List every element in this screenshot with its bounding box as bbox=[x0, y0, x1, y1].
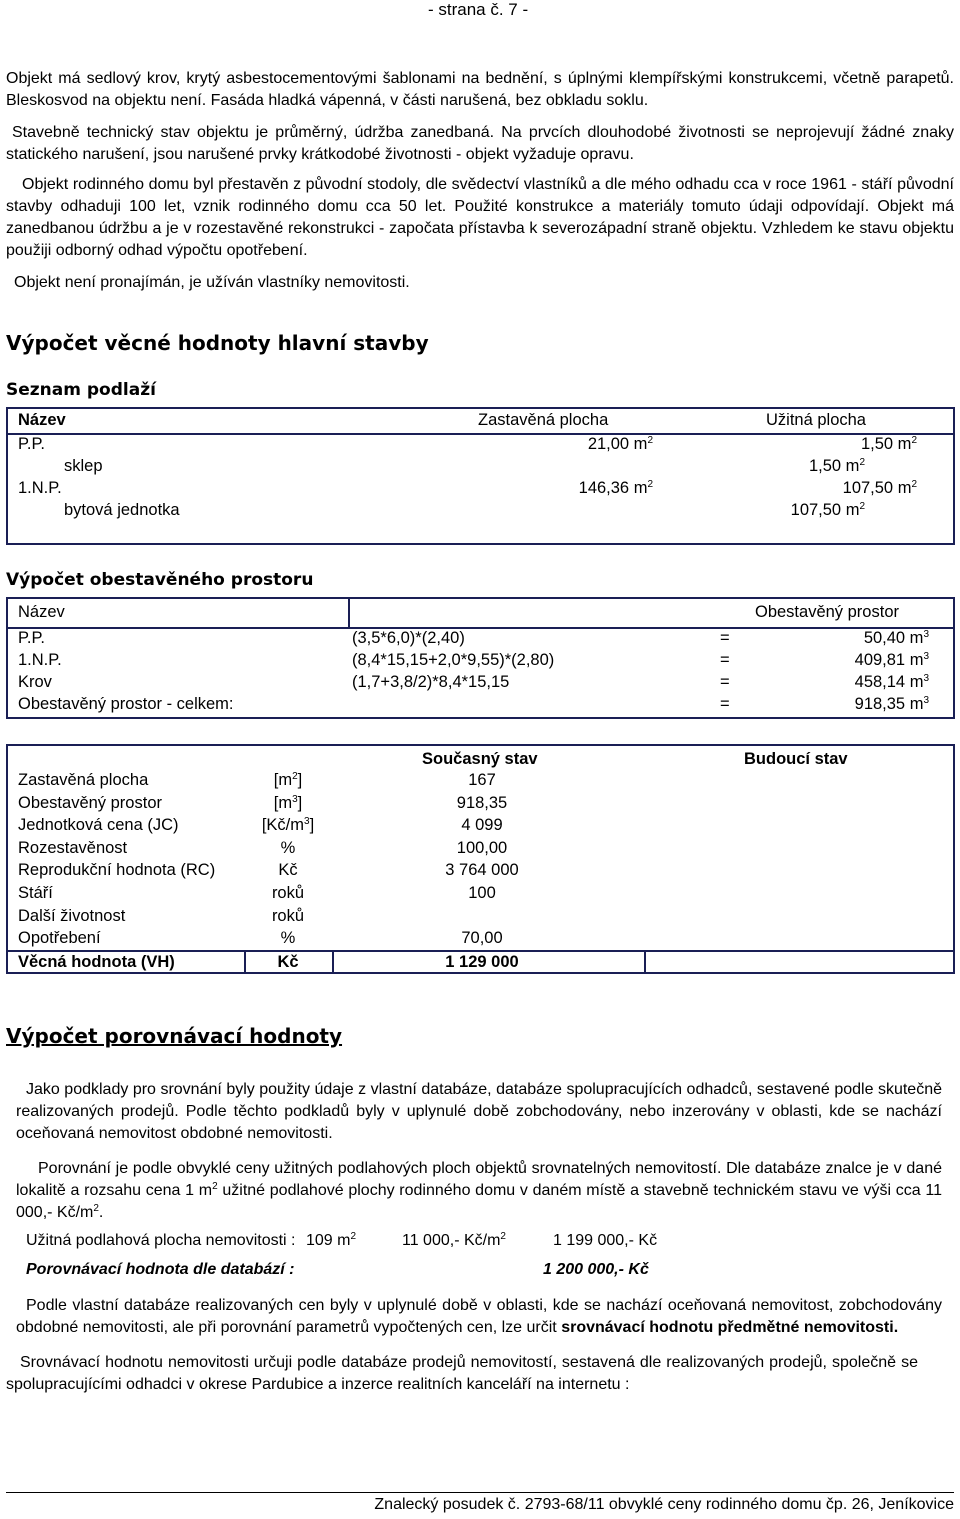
compare-paragraph-1: Jako podklady pro srovnání byly použity údaje z vlastní databáze, databáze spolupracujících odhadců, sestavené podle skutečně realizovaných prodejů. Podle těchto podkladů byly v uplynulé době zobchodovány, nebo inzerovány v oblasti, kde se nachází oceňovaná nemovitost obdobné nemovitosti. bbox=[16, 1081, 942, 1142]
volume-name: Obestavěný prostor - celkem: bbox=[18, 695, 234, 713]
compare-p3-b: srovnávací hodnotu předmětné nemovitosti. bbox=[561, 1319, 899, 1336]
unit-sup: 2 bbox=[859, 457, 865, 468]
volume-value-text: 409,81 m bbox=[854, 651, 924, 669]
unit-end: ] bbox=[309, 816, 315, 835]
calc-area-value: 109 m bbox=[306, 1232, 351, 1249]
unit-sup: 2 bbox=[911, 479, 917, 490]
total-value: 1 129 000 bbox=[445, 953, 519, 971]
unit-sup: 2 bbox=[911, 435, 917, 446]
valuation-value: 100 bbox=[468, 884, 496, 902]
floor-usable-value: 107,50 m bbox=[790, 501, 860, 519]
unit-sup: 2 bbox=[350, 1231, 357, 1242]
valuation-label: Další životnost bbox=[18, 906, 126, 925]
table-row bbox=[8, 435, 953, 457]
floors-header-name: Název bbox=[18, 411, 66, 429]
floor-name: sklep bbox=[64, 457, 103, 475]
compare-p2-c: . bbox=[98, 1204, 104, 1221]
floor-name: P.P. bbox=[18, 435, 45, 453]
volume-header-value: Obestavěný prostor bbox=[755, 603, 899, 621]
volume-value bbox=[855, 651, 929, 670]
floor-usable bbox=[791, 501, 865, 520]
unit-text: [m bbox=[273, 793, 293, 812]
compare-p2-a: Porovnání je podle obvyklé ceny užitných podlahových ploch objektů srovnatelných nemovitostí. Dle databáze znalce je v dané lokalitě a rozsahu cena 1 m bbox=[16, 1160, 942, 1199]
valuation-label: Reprodukční hodnota (RC) bbox=[18, 861, 216, 880]
floor-usable-value: 1,50 m bbox=[860, 435, 912, 453]
volume-value-text: 50,40 m bbox=[863, 629, 924, 647]
floor-name: bytová jednotka bbox=[64, 501, 180, 519]
compare-p3-a: Podle vlastní databáze realizovaných cen byly v uplynulé době v oblasti, kde se nachází oceňovaná nemovitost, zobchodovány obdobné nemovitosti, ale při porovnání parametrů vypočtených cen, lze určit bbox=[16, 1297, 942, 1336]
equals-sign: = bbox=[720, 629, 730, 647]
valuation-unit bbox=[238, 816, 338, 835]
future-state-header: Budoucí stav bbox=[744, 750, 848, 768]
volume-table bbox=[6, 597, 955, 719]
total-label: Věcná hodnota (VH) bbox=[18, 953, 175, 971]
intro-paragraph-2 bbox=[6, 122, 954, 166]
volume-header-name: Název bbox=[18, 603, 65, 621]
floor-built-value: 146,36 m bbox=[578, 479, 648, 497]
calc-total: 1 199 000,- Kč bbox=[553, 1232, 658, 1249]
section-title-comparison: Výpočet porovnávací hodnoty bbox=[6, 1024, 343, 1048]
table-row bbox=[8, 794, 953, 816]
unit-text: [Kč/m bbox=[261, 816, 304, 835]
unit-sup: 3 bbox=[923, 651, 929, 662]
valuation-value: 70,00 bbox=[461, 929, 503, 948]
table-row bbox=[8, 816, 953, 838]
valuation-unit bbox=[238, 929, 338, 948]
floor-built bbox=[588, 435, 653, 454]
table-row bbox=[8, 771, 953, 793]
volume-name: 1.N.P. bbox=[18, 651, 62, 669]
volume-name: P.P. bbox=[18, 629, 45, 647]
unit-sup: 2 bbox=[647, 435, 653, 446]
volume-formula: (8,4*15,15+2,0*9,55)*(2,80) bbox=[352, 651, 555, 669]
valuation-value: 100,00 bbox=[456, 838, 508, 857]
table-row bbox=[8, 479, 953, 501]
valuation-header-row bbox=[8, 748, 953, 772]
unit-sup: 3 bbox=[923, 695, 929, 706]
calc-area bbox=[306, 1232, 356, 1250]
calc-label: Užitná podlahová plocha nemovitosti : bbox=[26, 1232, 296, 1249]
volume-value bbox=[855, 695, 929, 714]
calc-price bbox=[402, 1232, 506, 1250]
floors-table bbox=[6, 407, 955, 545]
floor-usable bbox=[809, 457, 865, 476]
table-row bbox=[8, 695, 953, 717]
table-row bbox=[8, 457, 953, 479]
volume-value-text: 918,35 m bbox=[854, 695, 924, 713]
unit-sup: 3 bbox=[304, 816, 310, 828]
floor-usable bbox=[843, 479, 917, 498]
table-row bbox=[8, 629, 953, 651]
intro-paragraph-3: Objekt rodinného domu byl přestavěn z původní stodoly, dle svědectví vlastníků a dle mého odhadu cca v roce 1961 - stáří původní stavby odhaduji 100 let, vznik rodinného domu cca 50 let. Použité konstrukce a materiály tomuto údaji odpovídají. Objekt má zanedbanou údržbu a je v rozestavěné rekonstrukci - započata přístavba k severozápadní straně objektu. Vzhledem ke stavu objektu použiji odborný odhad výpočtu opotřebení. bbox=[6, 176, 954, 259]
valuation-value: 918,35 bbox=[456, 793, 508, 812]
result-value: 1 200 000,- Kč bbox=[543, 1261, 649, 1278]
floor-built bbox=[579, 479, 653, 498]
current-state-header: Současný stav bbox=[422, 750, 538, 768]
valuation-total-row bbox=[8, 950, 953, 974]
unit-sup: 2 bbox=[859, 501, 865, 512]
equals-sign: = bbox=[720, 695, 730, 713]
valuation-unit bbox=[238, 771, 338, 790]
unit-text: roků bbox=[271, 906, 305, 925]
volume-formula: (3,5*6,0)*(2,40) bbox=[352, 629, 465, 647]
floor-usable-value: 107,50 m bbox=[842, 479, 912, 497]
valuation-value: 167 bbox=[468, 771, 496, 789]
intro-p2-rest: Na prvcích dlouhodobé životnosti se neprojevují žádné znaky statického narušení, jsou narušené prvky krátkodobé životnosti - objekt vyžaduje opravu. bbox=[6, 124, 955, 163]
compare-paragraph-4: Srovnávací hodnotu nemovitosti určuji podle databáze prodejů nemovitostí, sestavená dle realizovaných prodejů, společně se spolupracujícími odhadci v okrese Pardubice a inzerce realitních kanceláří na internetu : bbox=[6, 1354, 918, 1393]
floor-usable bbox=[861, 435, 917, 454]
valuation-label: Zastavěná plocha bbox=[18, 771, 149, 789]
floors-header-row bbox=[8, 411, 953, 435]
unit-sup: 2 bbox=[292, 771, 298, 782]
compare-p2-b: užitné podlahové plochy rodinného domu v daném místě a stavebně technickém stavu ve výši cca 11 000,- Kč/m bbox=[16, 1182, 943, 1221]
total-divider-2 bbox=[332, 950, 334, 972]
valuation-unit bbox=[238, 907, 338, 926]
floor-built-value: 21,00 m bbox=[587, 435, 648, 453]
intro-paragraph-1: Objekt má sedlový krov, krytý asbestocementovými šablonami na bednění, s úplnými klempířskými konstrukcemi, včetně parapetů. Bleskosvod na objektu není. Fasáda hladká vápenná, v části narušená, bez obkladu soklu. bbox=[6, 70, 954, 109]
valuation-unit bbox=[238, 839, 338, 858]
table-row bbox=[8, 907, 953, 929]
floors-header-usable: Užitná plocha bbox=[766, 411, 866, 429]
footer-divider bbox=[6, 1492, 954, 1493]
valuation-label: Stáří bbox=[18, 884, 53, 902]
table-row bbox=[8, 884, 953, 906]
unit-sup: 3 bbox=[292, 793, 298, 805]
unit-end: ] bbox=[297, 771, 303, 789]
valuation-value: 4 099 bbox=[461, 816, 503, 835]
unit-sup: 2 bbox=[500, 1231, 506, 1242]
total-unit: Kč bbox=[277, 953, 299, 971]
volume-value bbox=[864, 629, 929, 648]
valuation-value: 3 764 000 bbox=[445, 861, 519, 880]
volume-name: Krov bbox=[18, 673, 52, 691]
floors-title: Seznam podlaží bbox=[6, 380, 156, 400]
valuation-label: Rozestavěnost bbox=[18, 838, 128, 857]
volume-formula: (1,7+3,8/2)*8,4*15,15 bbox=[352, 673, 510, 691]
volume-header-row bbox=[8, 601, 953, 629]
valuation-unit bbox=[238, 884, 338, 903]
calc-price-value: 11 000,- Kč/m bbox=[402, 1232, 501, 1249]
unit-end: ] bbox=[297, 793, 303, 812]
floors-header-built: Zastavěná plocha bbox=[478, 411, 609, 429]
intro-paragraph-4: Objekt není pronajímán, je užíván vlastníky nemovitosti. bbox=[14, 274, 410, 291]
equals-sign: = bbox=[720, 673, 730, 691]
unit-sup: 2 bbox=[93, 1203, 99, 1214]
volume-title: Výpočet obestavěného prostoru bbox=[6, 570, 314, 590]
valuation-label: Obestavěný prostor bbox=[18, 793, 162, 812]
volume-value-text: 458,14 m bbox=[854, 673, 924, 691]
table-row bbox=[8, 673, 953, 695]
total-divider-3 bbox=[644, 950, 646, 972]
valuation-table bbox=[6, 744, 955, 974]
table-row bbox=[8, 501, 953, 523]
intro-p2-lead: Stavebně technický stav objektu je průměrný, údržba zanedbaná. bbox=[12, 124, 495, 141]
unit-text: Kč bbox=[278, 861, 298, 880]
unit-sup: 2 bbox=[647, 479, 653, 490]
compare-paragraph-2 bbox=[16, 1158, 942, 1224]
floor-usable-value: 1,50 m bbox=[808, 457, 860, 475]
valuation-unit bbox=[238, 861, 338, 880]
unit-text: [m bbox=[273, 771, 293, 789]
unit-text: % bbox=[280, 929, 296, 948]
page-number: - strana č. 7 - bbox=[428, 0, 529, 19]
compare-paragraph-3 bbox=[16, 1295, 942, 1339]
unit-text: % bbox=[280, 838, 296, 857]
unit-sup: 2 bbox=[212, 1181, 218, 1192]
result-label: Porovnávací hodnota dle databází : bbox=[26, 1261, 295, 1278]
table-row bbox=[8, 651, 953, 673]
floor-name: 1.N.P. bbox=[18, 479, 62, 497]
table-row bbox=[8, 929, 953, 951]
table-row bbox=[8, 839, 953, 861]
volume-value bbox=[855, 673, 929, 692]
valuation-unit bbox=[238, 794, 338, 813]
table-row bbox=[8, 861, 953, 883]
valuation-label: Jednotková cena (JC) bbox=[18, 816, 179, 835]
section-title-real-value: Výpočet věcné hodnoty hlavní stavby bbox=[6, 331, 429, 355]
unit-sup: 3 bbox=[923, 673, 929, 684]
valuation-label: Opotřebení bbox=[18, 929, 101, 948]
total-divider-1 bbox=[244, 950, 246, 972]
footer-text: Znalecký posudek č. 2793-68/11 obvyklé ceny rodinného domu čp. 26, Jeníkovice bbox=[374, 1496, 954, 1513]
equals-sign: = bbox=[720, 651, 730, 669]
unit-sup: 3 bbox=[923, 629, 929, 640]
unit-text: roků bbox=[271, 884, 305, 902]
